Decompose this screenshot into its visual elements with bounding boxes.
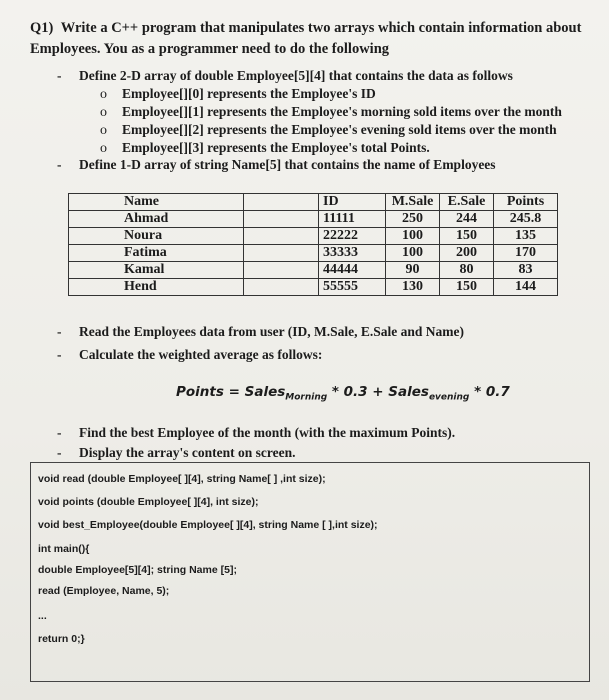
- cell-name: Fatima: [69, 245, 244, 262]
- cell-id: 33333: [319, 245, 386, 262]
- bullet-marker: -: [57, 425, 62, 440]
- task-read: [57, 324, 464, 340]
- code-line: read (Employee, Name, 5);: [38, 585, 170, 597]
- code-line: return 0;}: [38, 633, 85, 645]
- header-id: ID: [319, 194, 386, 211]
- cell-id: 44444: [319, 262, 386, 279]
- bullet-marker: -: [57, 68, 62, 83]
- task-text: Define 2-D array of double Employee[5][4] that contains the data as follows: [79, 68, 513, 83]
- cell-msale: 130: [386, 279, 440, 296]
- cell-points: 83: [494, 262, 558, 279]
- table-row: [69, 245, 558, 262]
- bullet-marker: o: [100, 87, 107, 102]
- code-line: void best_Employee(double Employee[ ][4], string Name [ ],int size);: [38, 519, 378, 531]
- formula-sub1: Morning: [285, 392, 328, 403]
- cell-esale: 80: [440, 262, 494, 279]
- cell-points: 144: [494, 279, 558, 296]
- subtask-evening: [100, 122, 557, 139]
- formula-op2: * 0.7: [469, 384, 510, 400]
- header-esale: E.Sale: [440, 194, 494, 211]
- task-text: Find the best Employee of the month (with the maximum Points).: [79, 425, 456, 440]
- question-text-line2: Employees. You as a programmer need to do the following: [30, 41, 390, 57]
- code-line: void points (double Employee[ ][4], int size);: [38, 496, 259, 508]
- formula-term1: Sales: [244, 384, 286, 400]
- table-row: [69, 279, 558, 296]
- task-text: Read the Employees data from user (ID, M.Sale, E.Sale and Name): [79, 324, 464, 339]
- task-text: Display the array's content on screen.: [79, 445, 296, 460]
- cell-msale: 250: [386, 211, 440, 228]
- points-formula: [176, 384, 510, 403]
- task-define-1d: [57, 157, 496, 173]
- cell-spacer: [244, 245, 319, 262]
- formula-lhs: Points: [176, 384, 224, 400]
- cell-name: Ahmad: [69, 211, 244, 228]
- question-intro: [30, 18, 605, 60]
- task-define-2d: [57, 68, 513, 84]
- formula-op1: * 0.3 +: [327, 384, 389, 400]
- table-header-row: [69, 194, 558, 211]
- task-display: [57, 445, 295, 461]
- formula-sub2: evening: [428, 392, 470, 403]
- code-box: [30, 462, 590, 682]
- task-text: Employee[][0] represents the Employee's ID: [122, 86, 376, 101]
- table-row: [69, 228, 558, 245]
- cell-points: 170: [494, 245, 558, 262]
- task-calculate: [57, 347, 322, 363]
- formula-term2: Sales: [388, 384, 429, 400]
- cell-spacer: [244, 211, 319, 228]
- task-find-best: [57, 425, 455, 441]
- cell-points: 245.8: [494, 211, 558, 228]
- cell-points: 135: [494, 228, 558, 245]
- code-line: void read (double Employee[ ][4], string Name[ ] ,int size);: [38, 473, 326, 485]
- task-text: Employee[][1] represents the Employee's morning sold items over the month: [122, 104, 562, 119]
- cell-esale: 150: [440, 228, 494, 245]
- subtask-morning: [100, 104, 562, 121]
- cell-msale: 100: [386, 228, 440, 245]
- bullet-marker: -: [57, 157, 62, 172]
- cell-spacer: [244, 262, 319, 279]
- header-name: Name: [69, 194, 244, 211]
- header-spacer: [244, 194, 319, 211]
- subtask-points: [100, 140, 430, 157]
- employee-table: [68, 193, 558, 296]
- bullet-marker: -: [57, 445, 62, 460]
- task-text: Employee[][3] represents the Employee's total Points.: [122, 140, 430, 155]
- code-line: double Employee[5][4]; string Name [5];: [38, 564, 237, 576]
- cell-name: Hend: [69, 279, 244, 296]
- header-points: Points: [494, 194, 558, 211]
- table-row: [69, 262, 558, 279]
- code-line: ...: [38, 610, 47, 622]
- table-row: [69, 211, 558, 228]
- bullet-marker: o: [100, 123, 107, 138]
- task-text: Define 1-D array of string Name[5] that contains the name of Employees: [79, 157, 496, 172]
- cell-spacer: [244, 228, 319, 245]
- cell-id: 11111: [319, 211, 386, 228]
- cell-id: 22222: [319, 228, 386, 245]
- bullet-marker: -: [57, 324, 62, 339]
- code-line: int main(){: [38, 543, 90, 555]
- subtask-id: [100, 86, 376, 103]
- bullet-marker: o: [100, 141, 107, 156]
- cell-msale: 90: [386, 262, 440, 279]
- question-label: Q1): [30, 20, 54, 36]
- bullet-marker: o: [100, 105, 107, 120]
- cell-esale: 244: [440, 211, 494, 228]
- cell-name: Kamal: [69, 262, 244, 279]
- header-msale: M.Sale: [386, 194, 440, 211]
- cell-esale: 200: [440, 245, 494, 262]
- formula-eq: =: [223, 384, 245, 400]
- cell-name: Noura: [69, 228, 244, 245]
- cell-id: 55555: [319, 279, 386, 296]
- cell-msale: 100: [386, 245, 440, 262]
- bullet-marker: -: [57, 347, 62, 362]
- question-text-line1: Write a C++ program that manipulates two arrays which contain information about: [60, 20, 582, 36]
- task-text: Employee[][2] represents the Employee's evening sold items over the month: [122, 122, 557, 137]
- cell-esale: 150: [440, 279, 494, 296]
- cell-spacer: [244, 279, 319, 296]
- task-text: Calculate the weighted average as follows:: [79, 347, 323, 362]
